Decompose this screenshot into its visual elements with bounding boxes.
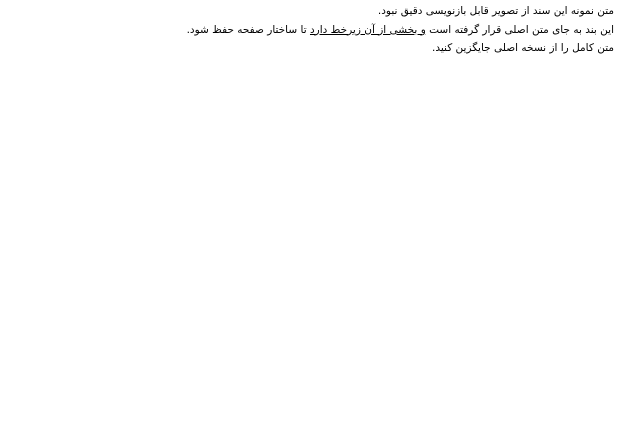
paragraph-3-text: متن کامل را از نسخه اصلی جایگزین کنید.	[432, 42, 614, 55]
paragraph-3	[6, 41, 614, 57]
paragraph-1-text: متن نمونه این سند از تصویر قابل بازنویسی دقیق نبود.	[377, 5, 614, 17]
paragraph-1	[6, 4, 614, 20]
paragraph-2	[6, 23, 614, 39]
paragraph-2-text-after: تا ساختار صفحه حفظ شود.	[186, 23, 307, 36]
paragraph-2-text-before: این بند به جای متن اصلی قرار گرفته است	[429, 23, 614, 36]
underlined-phrase: و بخشی از آن زیرخط دارد	[309, 23, 426, 36]
